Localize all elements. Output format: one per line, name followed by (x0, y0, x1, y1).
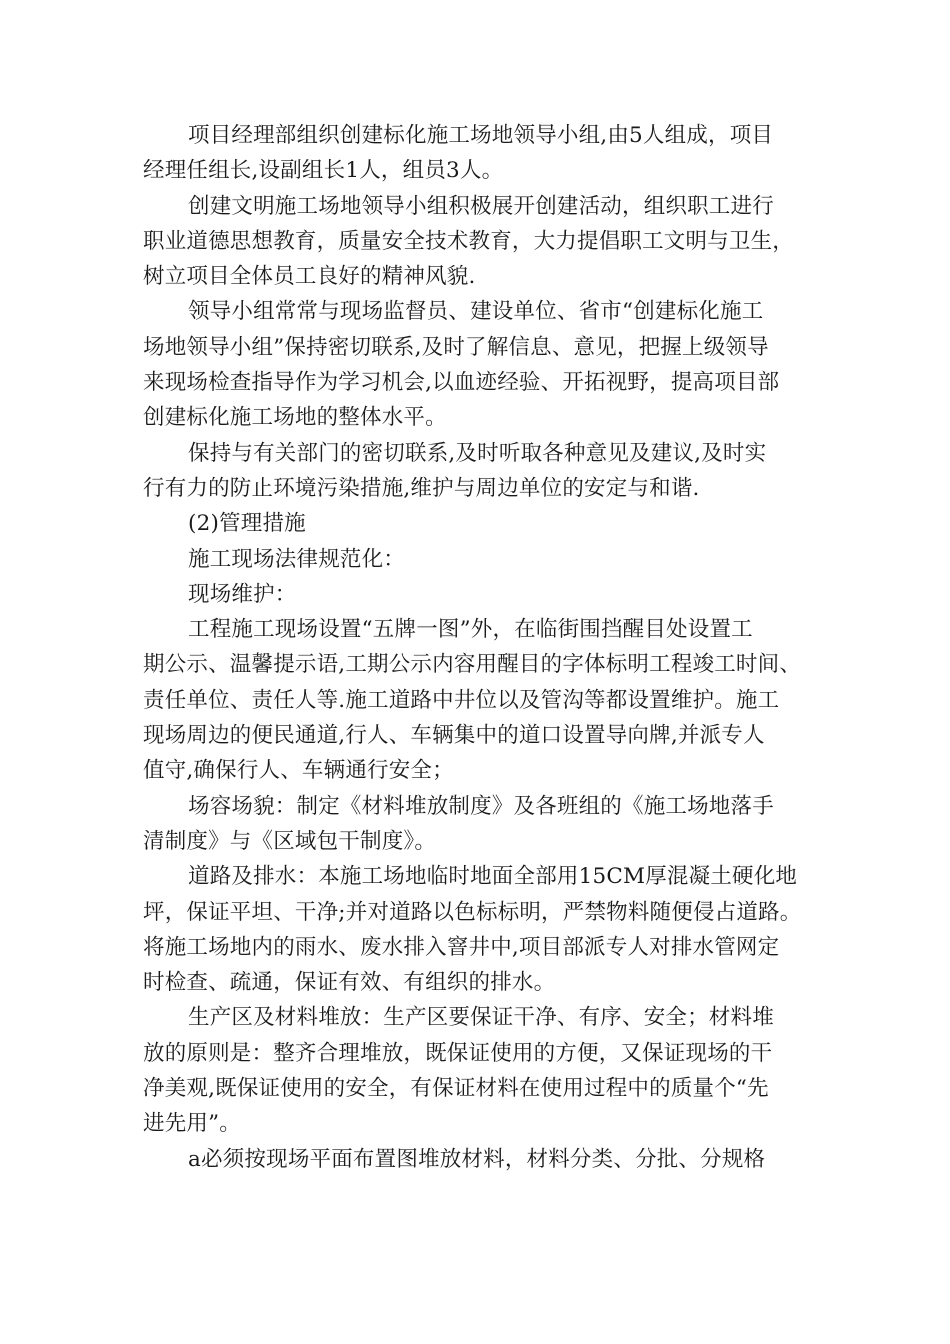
text-line: 清制度》与《区域包干制度》。 (143, 828, 437, 854)
text-line: 期公示、温馨提示语,工期公示内容用醒目的字体标明工程竣工时间、 (143, 652, 802, 678)
text-line: 来现场检查指导作为学习机会,以血迹经验、开拓视野，提高项目部 (143, 370, 780, 396)
text-line: 将施工场地内的雨水、废水排入窨井中,项目部派专人对排水管网定 (143, 934, 780, 960)
text-line: 责任单位、责任人等.施工道路中井位以及管沟等都设置维护。施工 (143, 687, 780, 713)
subheading: 现场维护： (188, 581, 297, 607)
text-line: 生产区及材料堆放：生产区要保证干净、有序、安全；材料堆 (188, 1005, 774, 1031)
document-body (143, 118, 823, 1177)
text-line: 现场周边的便民通道,行人、车辆集中的道口设置导向牌,并派专人 (143, 723, 765, 749)
text-line: 职业道德思想教育，质量安全技术教育，大力提倡职工文明与卫生， (143, 228, 795, 254)
text-line: 道路及排水：本施工场地临时地面全部用15CM厚混凝土硬化地 (188, 864, 798, 890)
text-line: 坪，保证平坦、干净;并对道路以色标标明，严禁物料随便侵占道路。 (143, 899, 802, 925)
subheading: 施工现场法律规范化： (188, 546, 406, 572)
text-line: 创建文明施工场地领导小组积极展开创建活动，组织职工进行 (188, 193, 774, 219)
text-line: 净美观,既保证使用的安全，有保证材料在使用过程中的质量个“先 (143, 1076, 769, 1102)
text-line: 时检查、疏通，保证有效、有组织的排水。 (143, 970, 556, 996)
text-line: 行有力的防止环境污染措施,维护与周边单位的安定与和谐. (143, 475, 700, 501)
text-line: 经理任组长,设副组长1人，组员3人。 (143, 158, 504, 184)
text-line: 值守,确保行人、车辆通行安全； (143, 758, 454, 784)
text-line: 树立项目全体员工良好的精神风貌. (143, 264, 476, 290)
text-line: 领导小组常常与现场监督员、建设单位、省市“创建标化施工 (188, 299, 764, 325)
section-heading: (2)管理措施 (188, 511, 306, 537)
text-line: 进先用”。 (143, 1111, 241, 1137)
text-line: 放的原则是：整齐合理堆放，既保证使用的方便，又保证现场的干 (143, 1040, 773, 1066)
text-line: 场地领导小组”保持密切联系,及时了解信息、意见，把握上级领导 (143, 334, 769, 360)
text-line: 保持与有关部门的密切联系,及时听取各种意见及建议,及时实 (188, 440, 767, 466)
text-line: 创建标化施工场地的整体水平。 (143, 405, 447, 431)
text-line: 工程施工现场设置“五牌一图”外，在临街围挡醒目处设置工 (188, 617, 753, 643)
text-line: a必须按现场平面布置图堆放材料，材料分类、分批、分规格 (188, 1146, 766, 1172)
text-line: 项目经理部组织创建标化施工场地领导小组,由5人组成，项目 (188, 123, 774, 148)
text-line: 场容场貌：制定《材料堆放制度》及各班组的《施工场地落手 (188, 793, 774, 819)
